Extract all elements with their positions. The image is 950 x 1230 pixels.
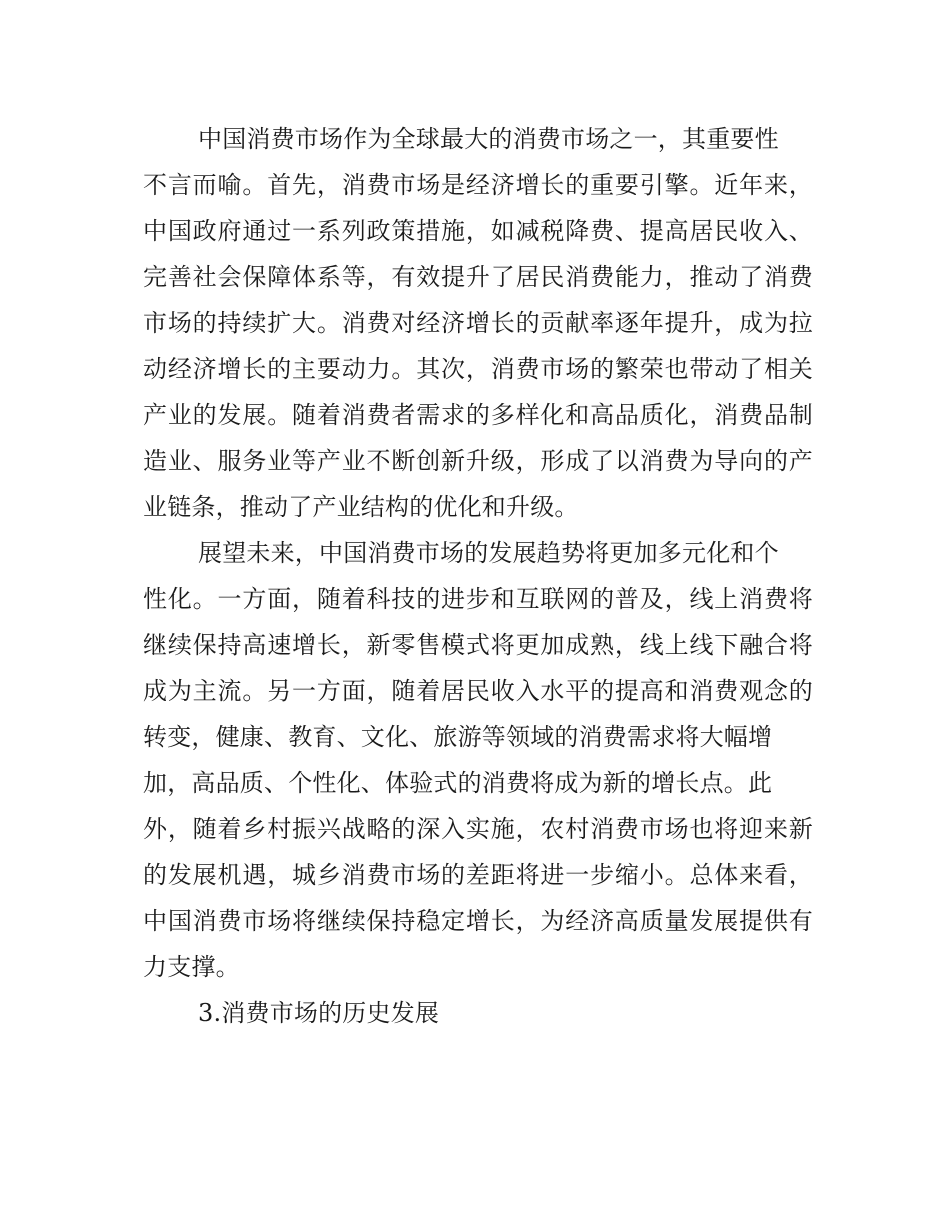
paragraph-line: 造业、服务业等产业不断创新升级，形成了以消费为导向的产 — [143, 447, 813, 475]
paragraph-line: 产业的发展。随着消费者需求的多样化和高品质化，消费品制 — [143, 401, 813, 429]
paragraph-line: 加，高品质、个性化、体验式的消费将成为新的增长点。此 — [143, 769, 773, 797]
paragraph-line: 中国消费市场将继续保持稳定增长，为经济高质量发展提供有 — [143, 907, 813, 935]
paragraph-line: 动经济增长的主要动力。其次，消费市场的繁荣也带动了相关 — [143, 355, 813, 383]
paragraph-future-outlook — [143, 530, 813, 990]
paragraph-line: 成为主流。另一方面，随着居民收入水平的提高和消费观念的 — [143, 677, 813, 705]
paragraph-line: 的发展机遇，城乡消费市场的差距将进一步缩小。总体来看， — [143, 861, 813, 889]
paragraph-line: 不言而喻。首先，消费市场是经济增长的重要引擎。近年来， — [143, 171, 813, 199]
paragraph-line: 中国消费市场作为全球最大的消费市场之一，其重要性 — [198, 125, 779, 153]
paragraph-line: 继续保持高速增长，新零售模式将更加成熟，线上线下融合将 — [143, 631, 813, 659]
paragraph-line: 力支撑。 — [143, 953, 240, 981]
paragraph-line: 业链条，推动了产业结构的优化和升级。 — [143, 493, 579, 521]
paragraph-line: 性化。一方面，随着科技的进步和互联网的普及，线上消费将 — [143, 585, 813, 613]
paragraph-consumer-market-importance — [143, 116, 813, 530]
paragraph-line: 展望未来，中国消费市场的发展趋势将更加多元化和个 — [198, 539, 779, 567]
paragraph-line: 转变，健康、教育、文化、旅游等领域的消费需求将大幅增 — [143, 723, 773, 751]
paragraph-line: 外，随着乡村振兴战略的深入实施，农村消费市场也将迎来新 — [143, 815, 813, 843]
paragraph-line: 市场的持续扩大。消费对经济增长的贡献率逐年提升，成为拉 — [143, 309, 813, 337]
document-body — [143, 116, 813, 1036]
section-heading: 3.消费市场的历史发展 — [198, 999, 440, 1027]
paragraph-line: 中国政府通过一系列政策措施，如减税降费、提高居民收入、 — [143, 217, 813, 245]
paragraph-line: 完善社会保障体系等，有效提升了居民消费能力，推动了消费 — [143, 263, 813, 291]
